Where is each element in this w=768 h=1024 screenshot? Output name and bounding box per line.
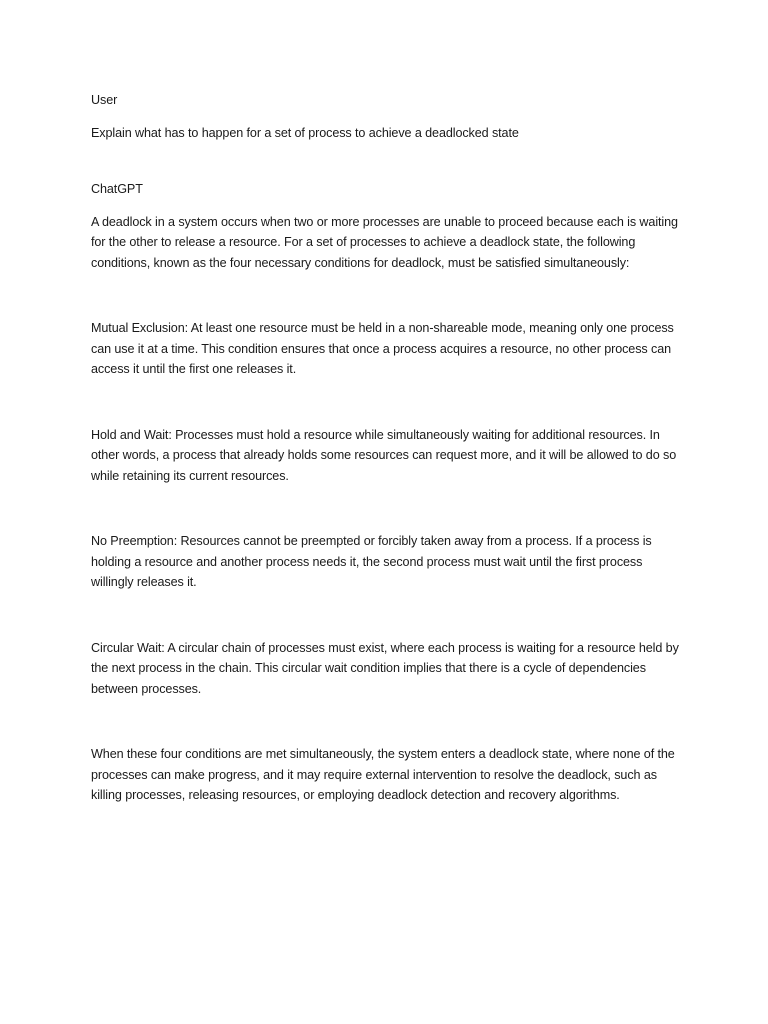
condition-hold-and-wait: Hold and Wait: Processes must hold a resource while simultaneously waiting for additional resources. In other words, a process that already holds some resources can request more, and it will be allowed to do so while retaining its current resources.: [91, 427, 677, 483]
assistant-intro-paragraph: A deadlock in a system occurs when two or more processes are unable to proceed because each is waiting for the other to release a resource. For a set of processes to achieve a deadlock state, the following conditions, known as the four necessary conditions for deadlock, must be satisfied simultaneously:: [91, 214, 678, 270]
user-speaker-label: User: [91, 93, 118, 107]
user-message: Explain what has to happen for a set of process to achieve a deadlocked state: [91, 125, 519, 140]
condition-circular-wait: Circular Wait: A circular chain of processes must exist, where each process is waiting for a resource held by the next process in the chain. This circular wait condition implies that there is a cycle of dependencies between processes.: [91, 640, 679, 696]
condition-mutual-exclusion: Mutual Exclusion: At least one resource must be held in a non-shareable mode, meaning only one process can use it at a time. This condition ensures that once a process acquires a resource, no other process can access it until the first one releases it.: [91, 321, 674, 376]
assistant-conclusion-paragraph: When these four conditions are met simultaneously, the system enters a deadlock state, where none of the processes can make progress, and it may require external intervention to resolve the deadlock, such as killing processes, releasing resources, or employing deadlock detection and recovery algorithms.: [91, 747, 675, 802]
condition-no-preemption: No Preemption: Resources cannot be preempted or forcibly taken away from a process. If a process is holding a resource and another process needs it, the second process must wait until the first process willingly releases it.: [91, 534, 652, 589]
assistant-speaker-label: ChatGPT: [91, 182, 143, 196]
document-page: [91, 90, 683, 806]
